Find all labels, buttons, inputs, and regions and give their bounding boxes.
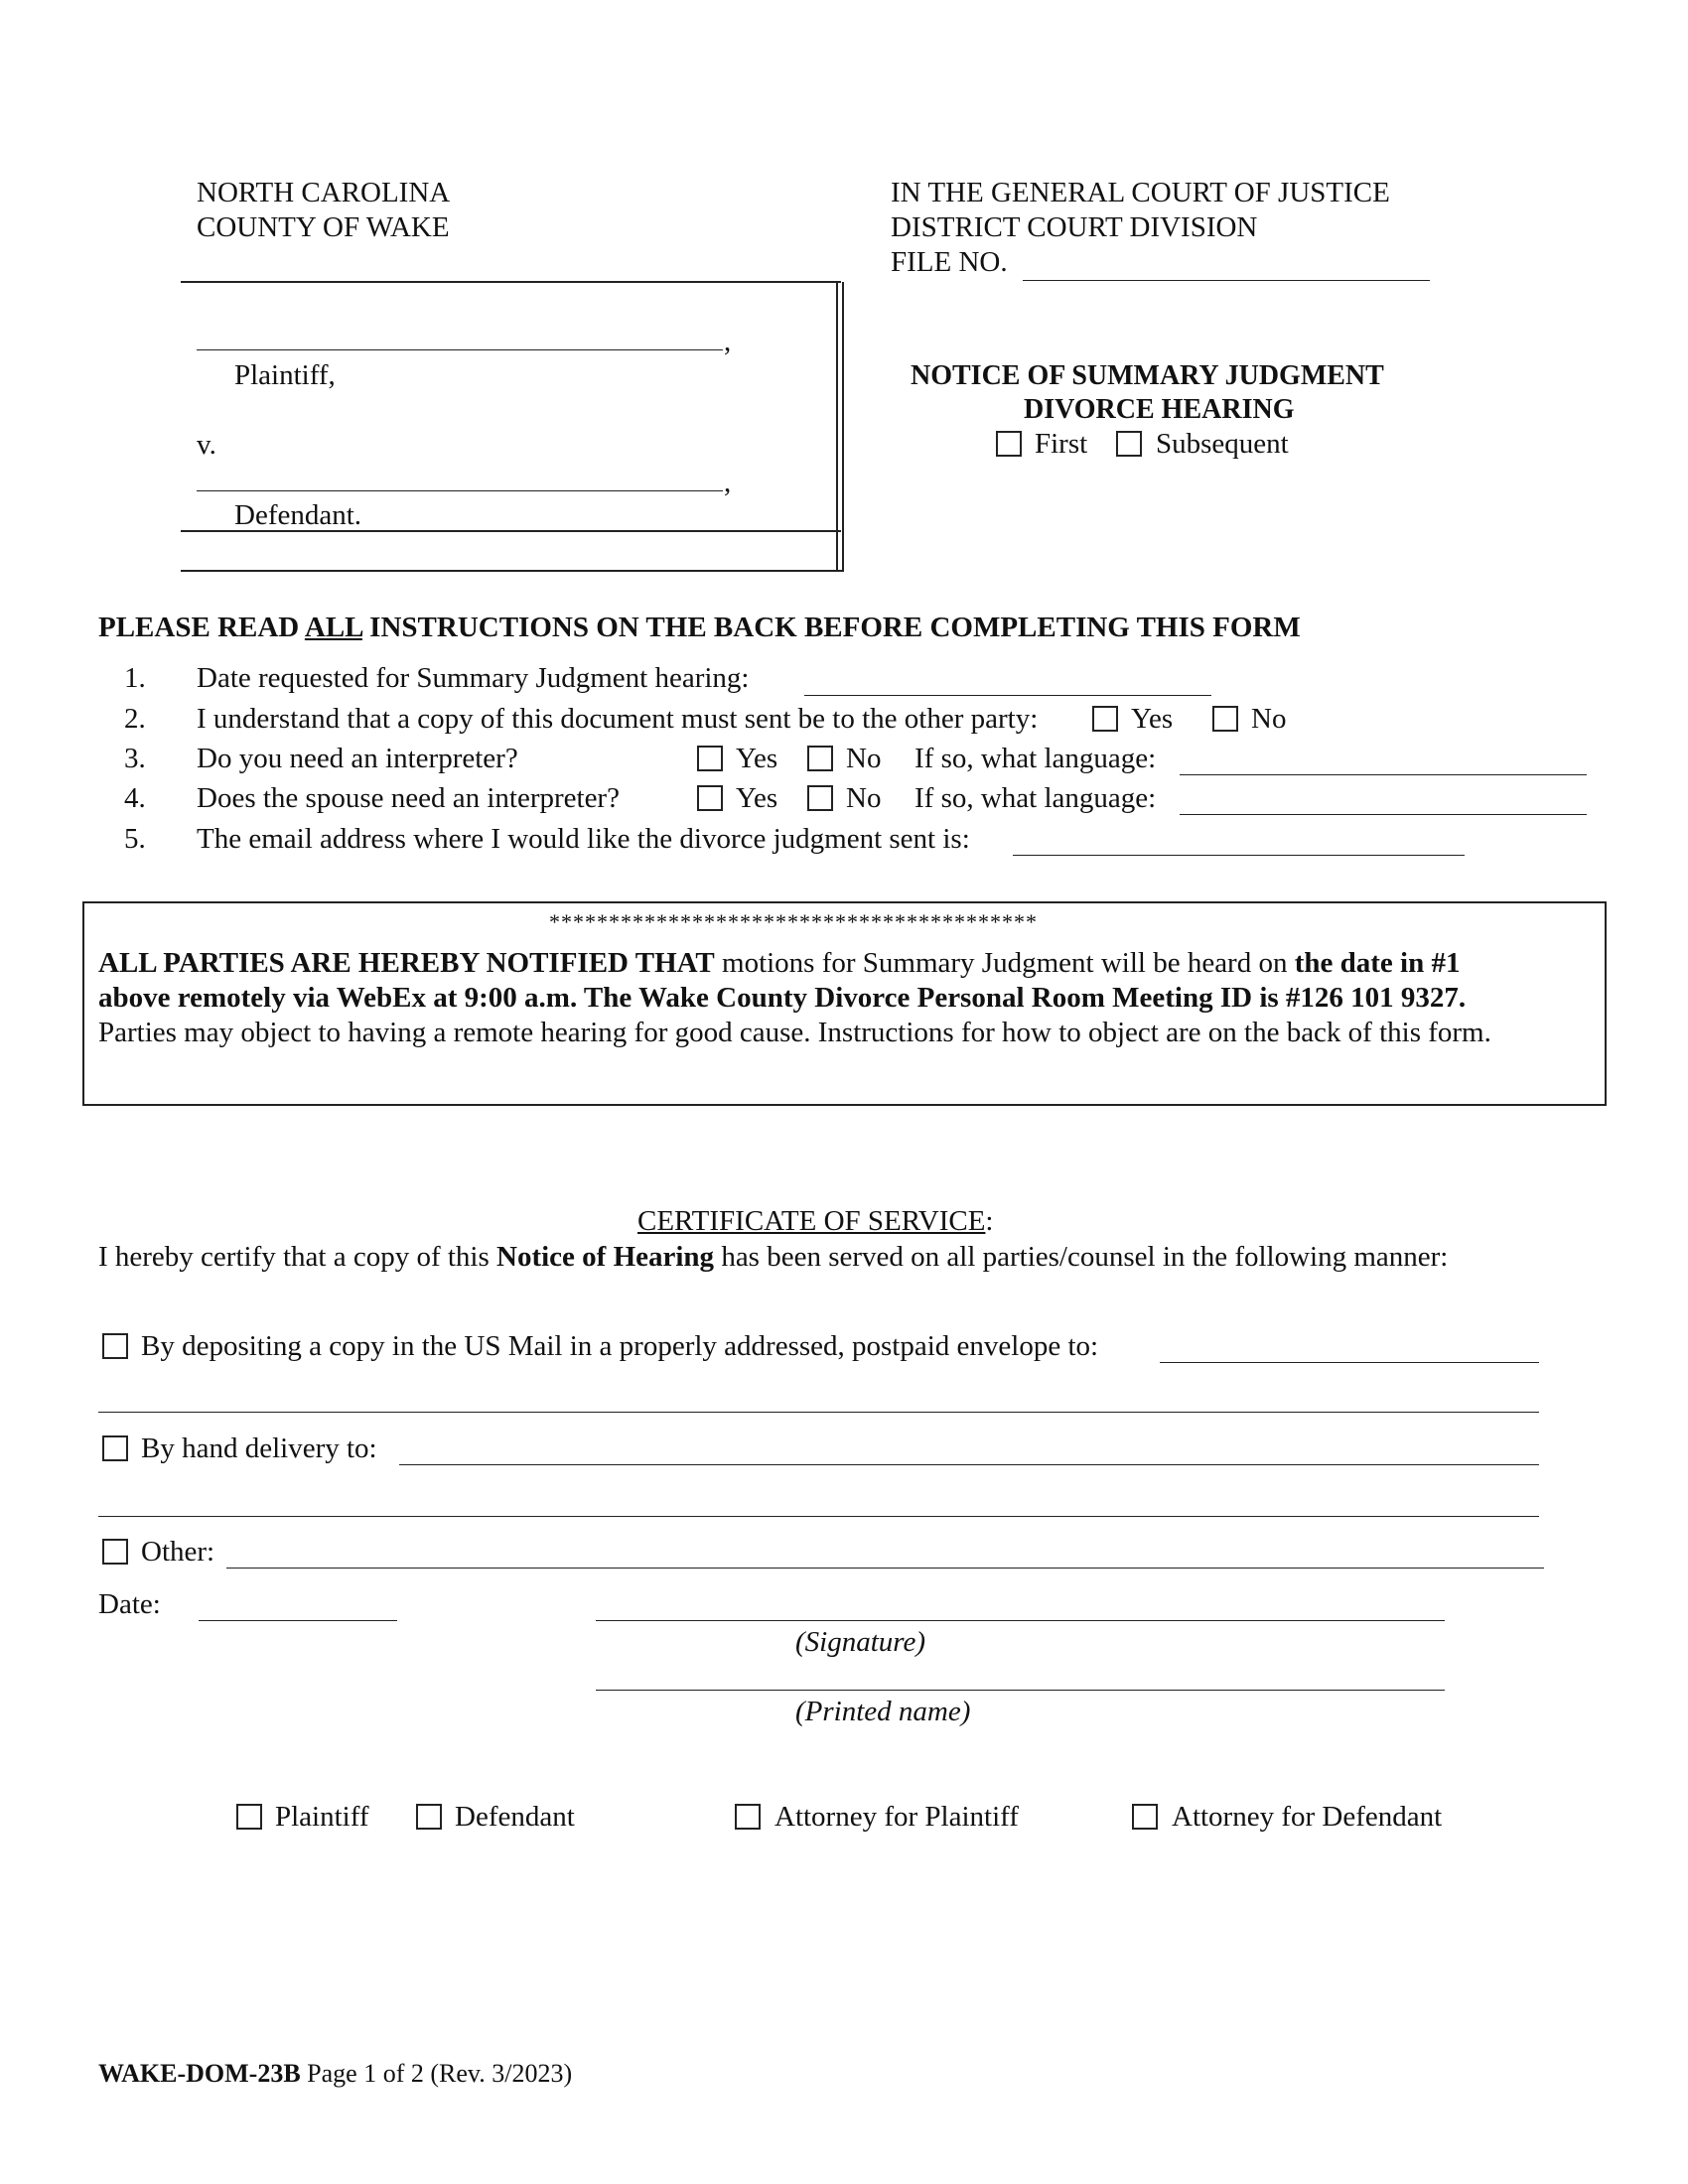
spouse-language-field[interactable] [1180, 814, 1587, 815]
spouse-interpreter-no-checkbox[interactable] [807, 785, 833, 811]
other-checkbox[interactable] [102, 1539, 128, 1565]
hand-delivery-label: By hand delivery to: [141, 1433, 377, 1464]
item-number: 3. [124, 743, 146, 774]
role-defendant-checkbox[interactable] [416, 1804, 442, 1830]
certificate-heading: CERTIFICATE OF SERVICE: [637, 1205, 994, 1237]
caption-top-rule [181, 281, 841, 283]
plaintiff-label: Plaintiff, [234, 359, 336, 391]
file-no-label: FILE NO. [891, 246, 1008, 278]
signature-label: (Signature) [795, 1626, 926, 1658]
hand-delivery-field[interactable] [399, 1464, 1539, 1465]
defendant-label: Defendant. [234, 499, 362, 531]
defendant-comma: , [724, 467, 732, 498]
copy-sent-no-label: No [1251, 703, 1287, 735]
role-attorney-defendant-label: Attorney for Defendant [1172, 1801, 1443, 1833]
caption-right-rule-outer [836, 282, 838, 572]
us-mail-address-field-2[interactable] [98, 1412, 1539, 1413]
copy-sent-no-checkbox[interactable] [1212, 706, 1238, 732]
hand-delivery-checkbox[interactable] [102, 1435, 128, 1461]
hearing-date-field[interactable] [804, 695, 1211, 696]
item-number: 4. [124, 782, 146, 814]
versus-label: v. [197, 429, 216, 461]
other-method-field[interactable] [226, 1568, 1544, 1569]
item-number: 1. [124, 662, 146, 694]
role-attorney-plaintiff-checkbox[interactable] [735, 1804, 761, 1830]
form-title-line2: DIVORCE HEARING [1024, 394, 1295, 425]
interpreter-no-checkbox[interactable] [807, 746, 833, 771]
role-plaintiff-checkbox[interactable] [236, 1804, 262, 1830]
role-defendant-label: Defendant [455, 1801, 575, 1833]
item-text: Does the spouse need an interpreter? [197, 782, 620, 814]
email-address-field[interactable] [1013, 855, 1465, 856]
defendant-name-field[interactable] [197, 490, 723, 491]
date-label: Date: [98, 1588, 161, 1620]
us-mail-label: By depositing a copy in the US Mail in a properly addressed, postpaid envelope to: [141, 1330, 1099, 1362]
interpreter-yes-label: Yes [736, 743, 778, 774]
state-label: NORTH CAROLINA [197, 177, 451, 208]
form-title-line1: NOTICE OF SUMMARY JUDGMENT [911, 360, 1384, 391]
interpreter-language-field[interactable] [1180, 774, 1587, 775]
caption-bottom-rule [181, 570, 844, 572]
notice-line2: above remotely via WebEx at 9:00 a.m. The Wake County Divorce Personal Room Meeting ID is #126 101 9327. [98, 982, 1467, 1014]
plaintiff-comma: , [724, 326, 732, 357]
copy-sent-yes-label: Yes [1131, 703, 1174, 735]
division-label: DISTRICT COURT DIVISION [891, 211, 1258, 243]
notice-line1: ALL PARTIES ARE HEREBY NOTIFIED THAT motions for Summary Judgment will be heard on the date in #1 [98, 947, 1461, 979]
spouse-interpreter-yes-label: Yes [736, 782, 778, 814]
certificate-intro: I hereby certify that a copy of this Notice of Hearing has been served on all parties/counsel in the following manner: [98, 1241, 1449, 1273]
us-mail-checkbox[interactable] [102, 1333, 128, 1359]
us-mail-address-field[interactable] [1160, 1362, 1539, 1363]
item-text: The email address where I would like the divorce judgment sent is: [197, 823, 970, 855]
subsequent-hearing-label: Subsequent [1156, 428, 1289, 460]
item-number: 5. [124, 823, 146, 855]
first-hearing-checkbox[interactable] [996, 431, 1022, 457]
item-text: I understand that a copy of this document must sent be to the other party: [197, 703, 1039, 735]
interpreter-yes-checkbox[interactable] [697, 746, 723, 771]
item-number: 2. [124, 703, 146, 735]
spouse-language-label: If so, what language: [914, 782, 1157, 814]
caption-right-rule-inner [842, 282, 844, 572]
role-attorney-plaintiff-label: Attorney for Plaintiff [774, 1801, 1019, 1833]
spouse-interpreter-no-label: No [846, 782, 882, 814]
role-attorney-defendant-checkbox[interactable] [1132, 1804, 1158, 1830]
instructions-heading: PLEASE READ ALL INSTRUCTIONS ON THE BACK BEFORE COMPLETING THIS FORM [98, 612, 1301, 643]
plaintiff-name-field[interactable] [197, 349, 723, 350]
copy-sent-yes-checkbox[interactable] [1092, 706, 1118, 732]
file-no-field[interactable] [1023, 280, 1430, 281]
notice-line3: Parties may object to having a remote hearing for good cause. Instructions for how to object are on the back of this form. [98, 1017, 1491, 1048]
printed-name-field[interactable] [596, 1690, 1445, 1691]
date-field[interactable] [199, 1620, 397, 1621]
notice-stars: ***************************************** [549, 909, 1038, 934]
interpreter-no-label: No [846, 743, 882, 774]
interpreter-language-label: If so, what language: [914, 743, 1157, 774]
item-text: Date requested for Summary Judgment hearing: [197, 662, 750, 694]
item-text: Do you need an interpreter? [197, 743, 518, 774]
printed-name-label: (Printed name) [795, 1696, 971, 1727]
first-hearing-label: First [1035, 428, 1088, 460]
county-label: COUNTY OF WAKE [197, 211, 450, 243]
court-label: IN THE GENERAL COURT OF JUSTICE [891, 177, 1390, 208]
subsequent-hearing-checkbox[interactable] [1116, 431, 1142, 457]
hand-delivery-field-2[interactable] [98, 1516, 1539, 1517]
other-label: Other: [141, 1536, 215, 1568]
form-footer: WAKE-DOM-23B Page 1 of 2 (Rev. 3/2023) [98, 2059, 573, 2088]
signature-field[interactable] [596, 1620, 1445, 1621]
spouse-interpreter-yes-checkbox[interactable] [697, 785, 723, 811]
role-plaintiff-label: Plaintiff [275, 1801, 369, 1833]
